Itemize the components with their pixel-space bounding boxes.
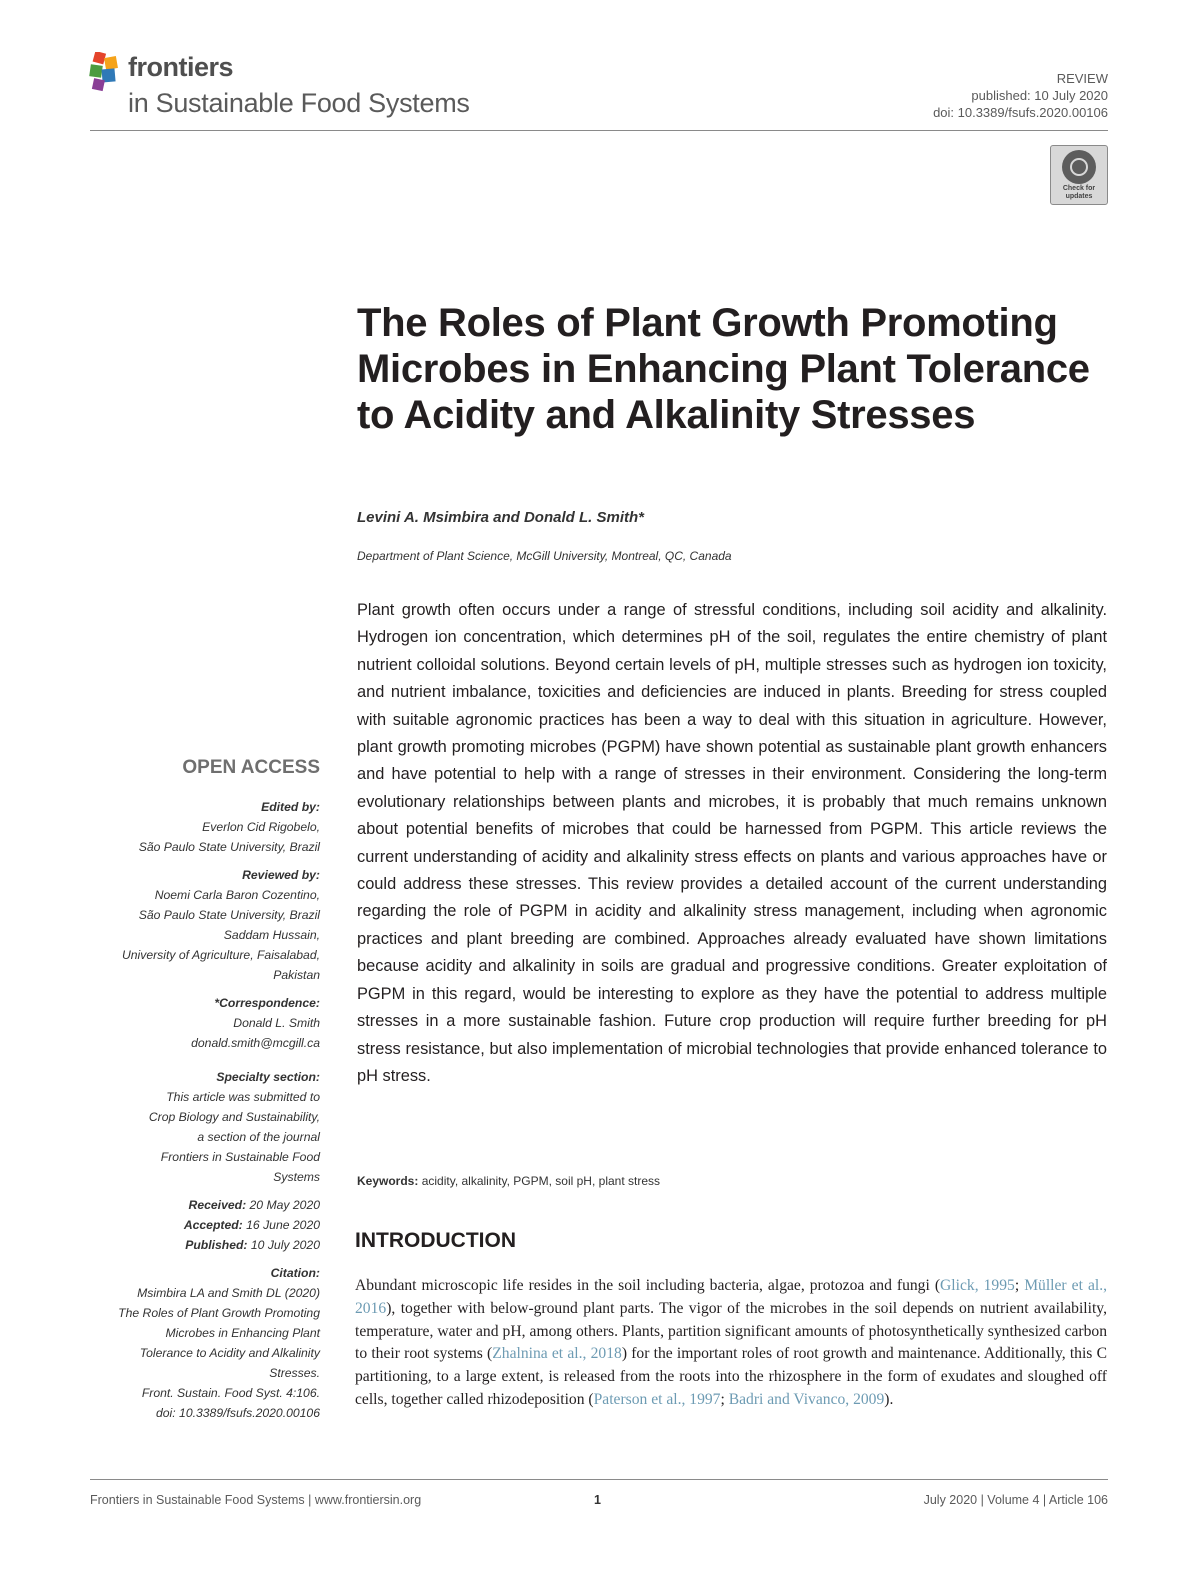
citation-link[interactable]: Müller et al., 2016 — [355, 1277, 1107, 1317]
citation — [80, 1263, 320, 1423]
citation-link[interactable]: Badri and Vivanco, 2009 — [728, 1390, 885, 1408]
reviewed-by-label: Reviewed by: — [242, 868, 320, 882]
keywords-label: Keywords: — [357, 1174, 419, 1188]
reviewer-affiliation: University of Agriculture, Faisalabad, — [121, 948, 320, 962]
citation-line: The Roles of Plant Growth Promoting — [118, 1306, 320, 1320]
accepted-date — [80, 1215, 320, 1235]
intro-text-5: ; — [720, 1390, 729, 1408]
reviewer-name[interactable]: Noemi Carla Baron Cozentino, — [154, 888, 320, 902]
article-title: The Roles of Plant Growth Promoting Microbes in Enhancing Plant Tolerance to Acidity and Alkalinity Stresses — [357, 301, 1090, 437]
editor-affiliation: São Paulo State University, Brazil — [138, 840, 320, 854]
citation-line: Tolerance to Acidity and Alkalinity — [139, 1346, 320, 1360]
received-value: 20 May 2020 — [249, 1198, 320, 1212]
citation-link[interactable]: Zhalnina et al., 2018 — [492, 1345, 622, 1363]
intro-paragraph — [355, 1275, 1107, 1412]
citation-line: Microbes in Enhancing Plant — [165, 1326, 320, 1340]
header-divider — [90, 130, 1108, 131]
specialty-line: Systems — [273, 1170, 320, 1184]
journal-name: in Sustainable Food Systems — [128, 88, 470, 118]
published-label: Published: — [185, 1238, 248, 1252]
doi[interactable]: doi: 10.3389/fsufs.2020.00106 — [933, 105, 1108, 120]
frontiers-logo-icon — [88, 52, 124, 92]
brand-name: frontiers — [128, 52, 234, 82]
edited-by — [80, 797, 320, 857]
reviewed-by — [80, 865, 320, 985]
citation-line: Front. Sustain. Food Syst. 4:106. — [141, 1386, 320, 1400]
citation-line: Msimbira LA and Smith DL (2020) — [137, 1286, 320, 1300]
accepted-value: 16 June 2020 — [246, 1218, 320, 1232]
received-label: Received: — [188, 1198, 247, 1212]
received-date — [80, 1195, 320, 1215]
check-for-updates-button[interactable] — [1050, 145, 1108, 205]
footer-divider — [90, 1479, 1108, 1480]
reviewer-affiliation: São Paulo State University, Brazil — [138, 908, 320, 922]
published-value: 10 July 2020 — [250, 1238, 320, 1252]
intro-text-2: ; — [1014, 1277, 1025, 1294]
keywords — [357, 1174, 660, 1188]
specialty-label: Specialty section: — [216, 1070, 320, 1084]
authors[interactable]: Levini A. Msimbira and Donald L. Smith* — [357, 509, 644, 526]
section-heading: INTRODUCTION — [355, 1229, 516, 1252]
article-meta — [933, 70, 1108, 121]
accepted-label: Accepted: — [183, 1218, 243, 1232]
sidebar — [80, 755, 320, 1431]
citation-line: Stresses. — [269, 1366, 320, 1380]
open-access-label: OPEN ACCESS — [182, 757, 320, 778]
crossmark-label: Check for updates — [1062, 185, 1096, 200]
correspondence-email[interactable]: donald.smith@mcgill.ca — [191, 1036, 320, 1050]
specialty-line: This article was submitted to — [166, 1090, 320, 1104]
citation-link[interactable]: Glick, 1995 — [940, 1277, 1015, 1294]
intro-text-6: ). — [884, 1390, 894, 1408]
keywords-list: acidity, alkalinity, PGPM, soil pH, plant stress — [421, 1174, 661, 1188]
specialty-line: Frontiers in Sustainable Food — [160, 1150, 320, 1164]
reviewer-name[interactable]: Saddam Hussain, — [223, 928, 320, 942]
correspondence — [80, 993, 320, 1053]
dates — [80, 1195, 320, 1255]
article-type: REVIEW — [1056, 71, 1108, 86]
correspondence-label: *Correspondence: — [214, 996, 320, 1010]
citation-link[interactable]: Paterson et al., 1997 — [593, 1390, 721, 1408]
specialty-line: Crop Biology and Sustainability, — [148, 1110, 320, 1124]
page-number: 1 — [594, 1493, 601, 1507]
published-date-sidebar — [80, 1235, 320, 1255]
citation-label: Citation: — [270, 1266, 320, 1280]
intro-text-1: Abundant microscopic life resides in the soil including bacteria, algae, protozoa and fungi ( — [355, 1277, 941, 1294]
reviewer-affiliation: Pakistan — [273, 968, 320, 982]
footer-issue-info: July 2020 | Volume 4 | Article 106 — [923, 1493, 1108, 1507]
specialty-section — [80, 1067, 320, 1187]
journal-logo[interactable] — [88, 50, 488, 125]
footer-journal-link[interactable]: Frontiers in Sustainable Food Systems | www.frontiersin.org — [90, 1493, 422, 1507]
abstract: Plant growth often occurs under a range of stressful conditions, including soil acidity and alkalinity. Hydrogen ion concentration, which determines pH of the soil, regulates the entire chemistry of plant nutrient colloidal solutions. Beyond certain levels of pH, multiple stresses such as hydrogen ion toxicity, and nutrient imbalance, toxicities and deficiencies are induced in plants. Breeding for stress coupled with suitable agronomic practices has been a way to deal with this situation in agriculture. However, plant growth promoting microbes (PGPM) have shown potential as sustainable plant growth enhancers and have potential to help with a range of stresses in their environment. Considering the long-term evolutionary relationships between plants and microbes, it is probably that much remains unknown about potential benefits of microbes that could be harnessed from PGPM. This article reviews the current understanding of acidity and alkalinity stress effects on plants and various approaches have or could address these stresses. This review provides a detailed account of the current understanding regarding the role of PGPM in acidity and alkalinity stress management, including when agronomic practices and plant breeding are combined. Approaches already evaluated have shown limitations because acidity and alkalinity in soils are gradual and progressive conditions. Greater exploitation of PGPM in this regard, would be interesting to explore as they have the potential to address multiple stresses in a more sustainable fashion. Future crop production will require further breeding for pH stress resistance, but also implementation of microbial technologies that provide enhanced tolerance to pH stress. — [357, 601, 1107, 1085]
crossmark-icon — [1062, 150, 1096, 184]
affiliation: Department of Plant Science, McGill University, Montreal, QC, Canada — [357, 549, 732, 563]
published-date: published: 10 July 2020 — [971, 88, 1108, 103]
intro-text-4: ) for the important roles of root growth and maintenance. Additionally, this C partitioning, to a large extent, is released from the roots into the rhizosphere in the form of exudates and sloughed off cells, together called rhizodeposition ( — [355, 1345, 1107, 1408]
specialty-line: a section of the journal — [197, 1130, 320, 1144]
editor-name[interactable]: Everlon Cid Rigobelo, — [202, 820, 320, 834]
intro-text-3: ), together with below-ground plant parts. The vigor of the microbes in the soil depends on nutrient availability, temperature, water and pH, among others. Plants, partition significant amounts of photosynthetically synthesized carbon to their root systems ( — [355, 1299, 1107, 1363]
edited-by-label: Edited by: — [261, 800, 320, 814]
correspondence-name: Donald L. Smith — [233, 1016, 320, 1030]
citation-doi[interactable]: doi: 10.3389/fsufs.2020.00106 — [156, 1406, 320, 1420]
